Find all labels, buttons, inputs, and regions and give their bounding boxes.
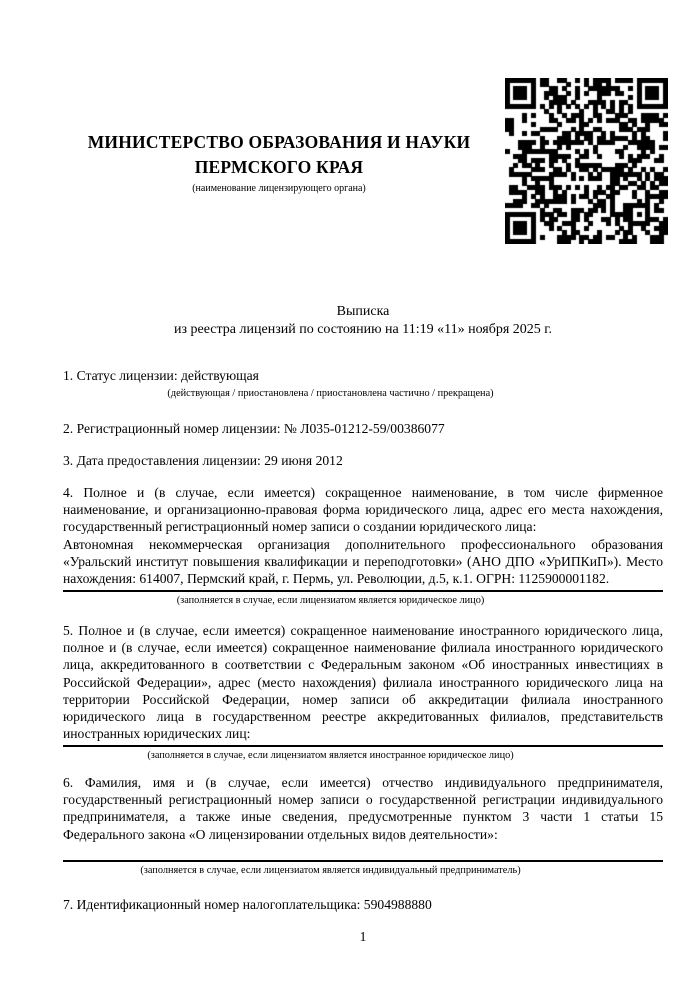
- individual-entrepreneur-label: 6. Фамилия, имя и (в случае, если имеется) отчество индивидуального предпринимателя, государственный регистрационный номер записи о государственной регистрации индивидуального предпринимателя, а также иные сведения, предусмотренные пунктом 3 части 1 статьи 15 Федерального закона «О лицензировании отдельных видов деятельности»:: [63, 775, 663, 842]
- page-number: 1: [359, 929, 367, 944]
- legal-entity-caption: (заполняется в случае, если лицензиатом является юридическое лицо): [176, 595, 485, 607]
- registration-number-text: 2. Регистрационный номер лицензии: № Л035-01212-59/00386077: [63, 421, 445, 436]
- license-status-options-caption: (действующая / приостановлена / приостановлена частично / прекращена): [167, 388, 494, 400]
- ministry-name-line2: ПЕРМСКОГО КРАЯ: [194, 157, 364, 177]
- document-title-line1: Выписка: [336, 304, 390, 319]
- section-individual-entrepreneur: [63, 774, 663, 877]
- ministry-name-line1: МИНИСТЕРСТВО ОБРАЗОВАНИЯ И НАУКИ: [87, 132, 471, 152]
- section-legal-entity: [63, 484, 663, 607]
- section-foreign-entity: [63, 622, 663, 762]
- license-status-text: 1. Статус лицензии: действующая: [63, 368, 259, 383]
- section-registration-number: [63, 420, 663, 437]
- document-title: [63, 303, 663, 338]
- qr-code: [505, 78, 668, 244]
- foreign-entity-caption: (заполняется в случае, если лицензиатом является иностранное юридическое лицо): [147, 750, 514, 762]
- fill-in-rule-individual-entrepreneur: [63, 860, 663, 862]
- section-license-date: [63, 452, 663, 469]
- section-license-status: [63, 367, 663, 400]
- document-title-date-line: из реестра лицензий по состоянию на 11:19 «11» ноября 2025 г.: [174, 321, 552, 337]
- licensing-authority-caption: (наименование лицензирующего органа): [192, 183, 366, 194]
- individual-entrepreneur-caption: (заполняется в случае, если лицензиатом является индивидуальный предприниматель): [140, 864, 521, 876]
- fill-in-rule-foreign-entity: [63, 745, 663, 747]
- section-taxpayer-number: [63, 896, 663, 913]
- legal-entity-value: Автономная некоммерческая организация дополнительного профессионального образования «Уральский институт повышения квалификации и переподготовки» (АНО ДПО «УрИПКиП»). Место нахождения: 614007, Пермский край, г. Пермь, ул. Революции, д.5, к.1. ОГРН: 1125900001182.: [63, 536, 663, 587]
- license-date-text: 3. Дата предоставления лицензии: 29 июня 2012: [63, 453, 343, 468]
- taxpayer-number-text: 7. Идентификационный номер налогоплательщика: 5904988880: [63, 897, 432, 912]
- fill-in-rule-legal-entity: [63, 590, 663, 592]
- legal-entity-label: 4. Полное и (в случае, если имеется) сокращенное наименование, в том числе фирменное наименование, и организационно-правовая форма юридического лица, адрес его места нахождения, государственный регистрационный номер записи о создании юридического лица:: [63, 485, 663, 535]
- foreign-entity-label: 5. Полное и (в случае, если имеется) сокращенное наименование иностранного юридического лица, полное и (в случае, если имеется) сокращенное наименование филиала иностранного юридического лица, аккредитованного в соответствии с Федеральным законом «Об иностранных инвестициях в Российской Федерации», адрес (место нахождения) филиала иностранного юридического лица на территории Российской Федерации, номер записи об аккредитации филиала иностранного юридического лица в государственном реестре аккредитованных филиалов, представительств иностранных юридических лиц:: [63, 623, 663, 742]
- header: [63, 130, 495, 195]
